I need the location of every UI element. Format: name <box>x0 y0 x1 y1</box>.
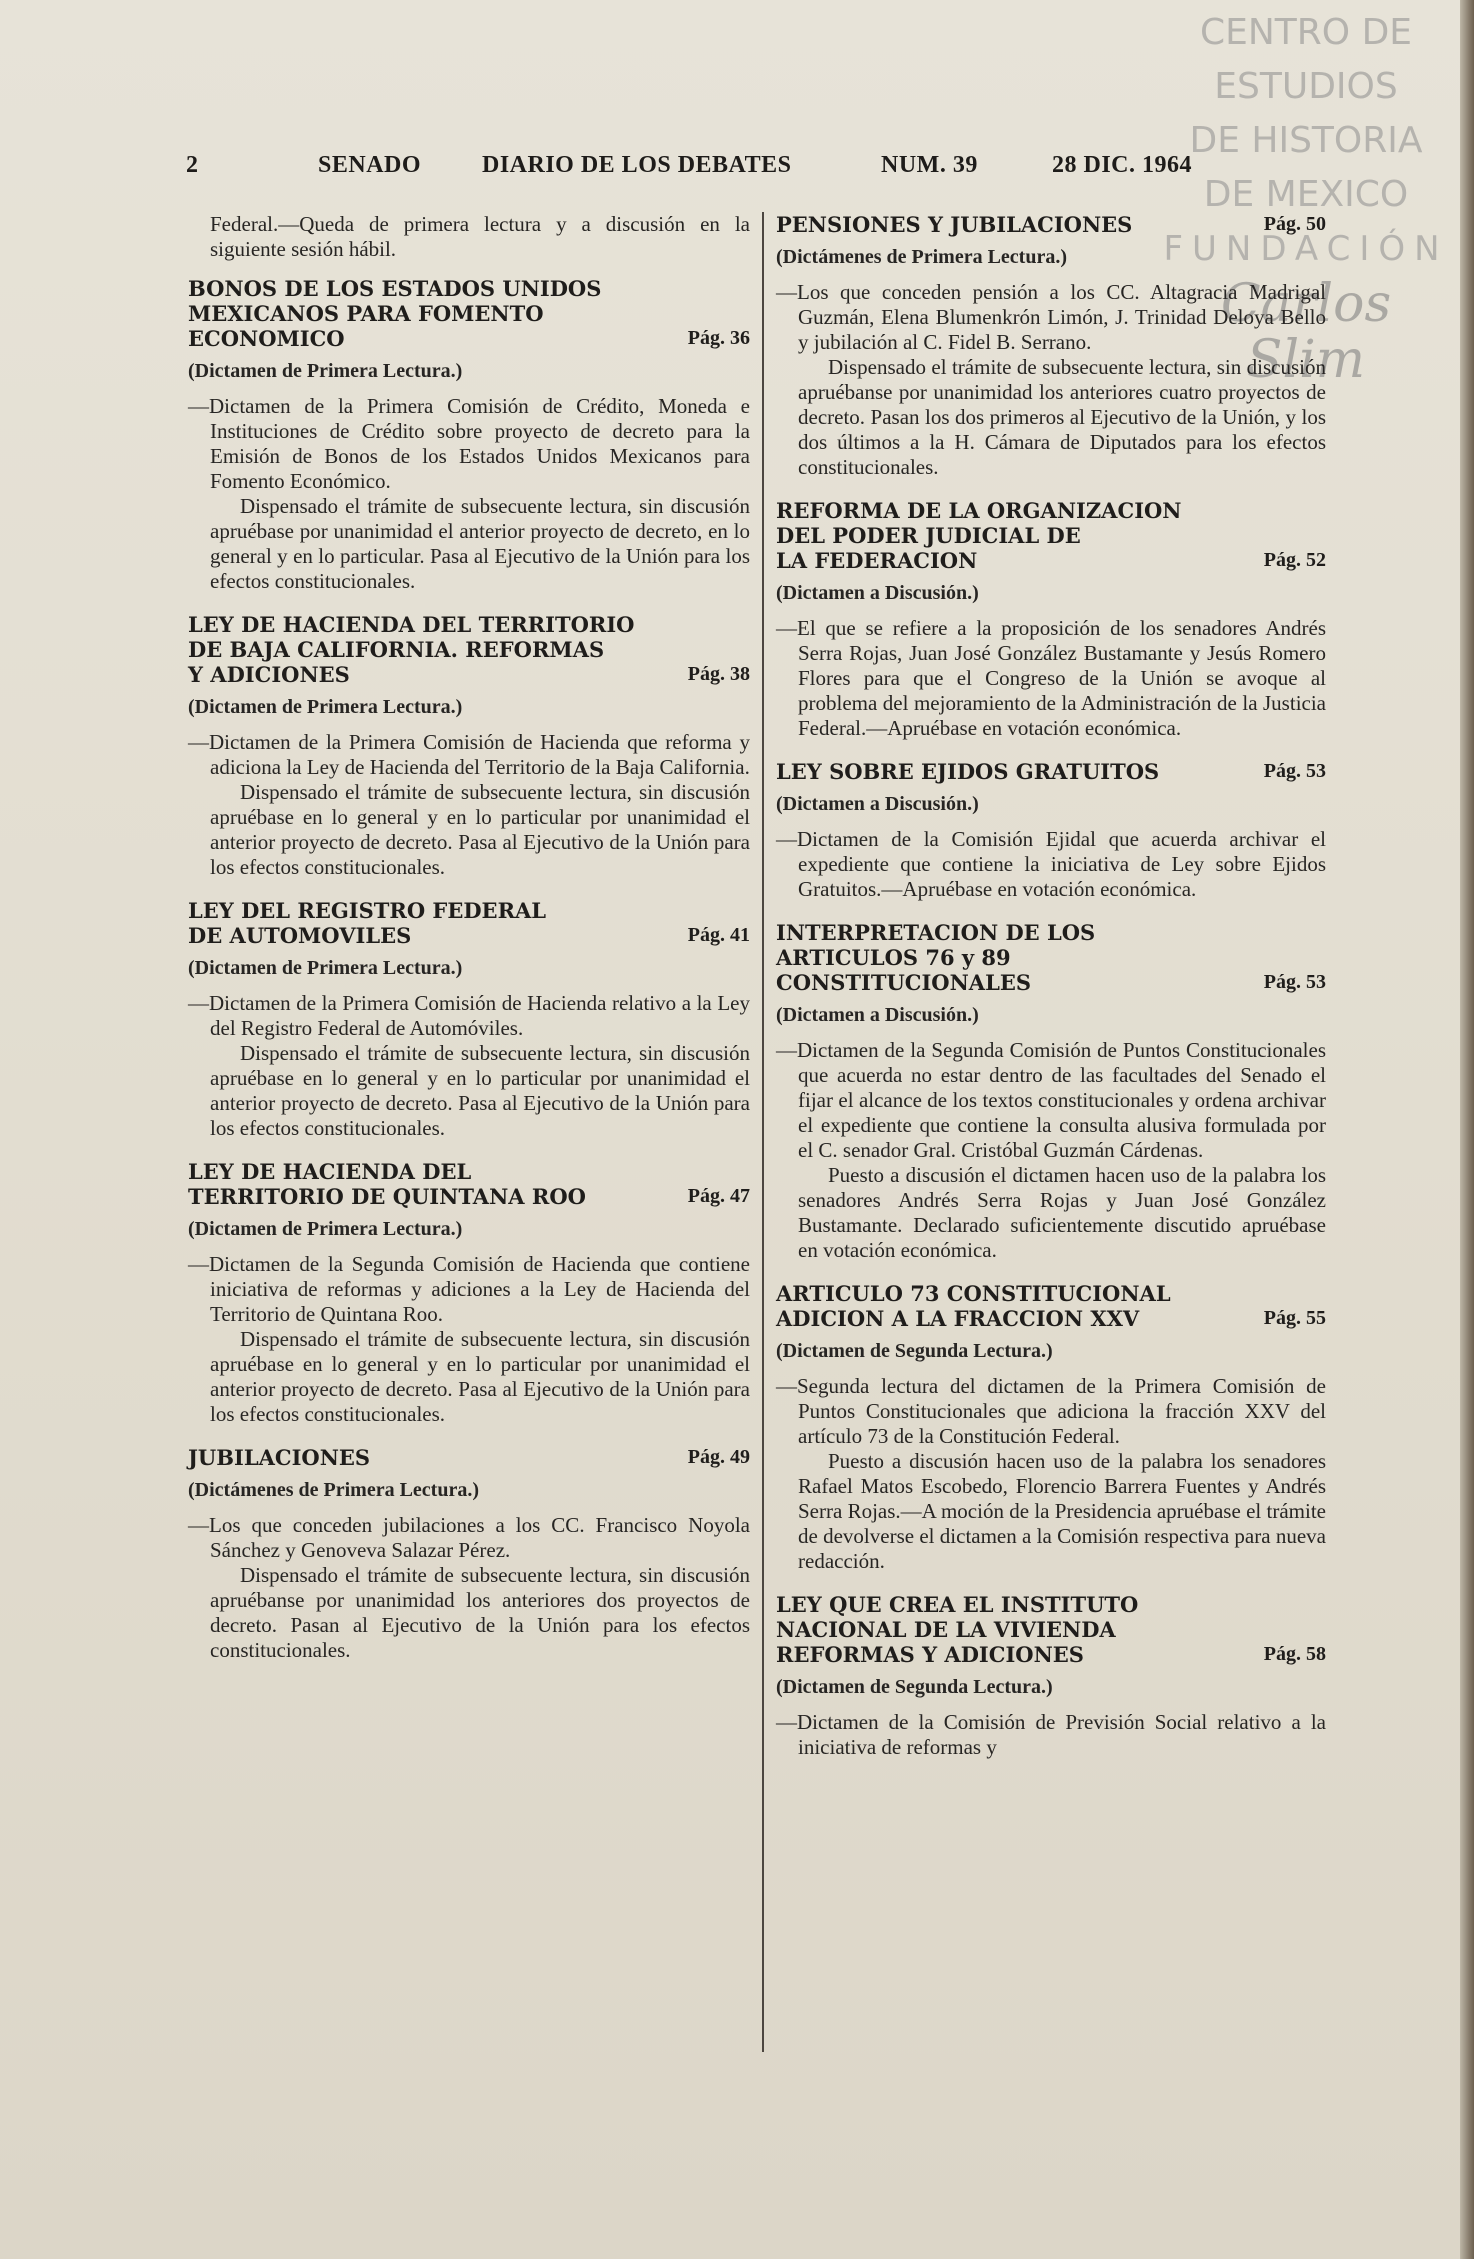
index-entry <box>776 759 1326 902</box>
entry-title <box>188 1445 750 1470</box>
watermark-line: CENTRO DE <box>1199 12 1413 53</box>
entry-title-line: INTERPRETACION DE LOS <box>776 920 1096 945</box>
entry-title-line: ECONOMICO <box>188 326 345 351</box>
entry-title-line: LEY DE HACIENDA DEL TERRITORIO <box>188 612 635 637</box>
entry-title-line: BONOS DE LOS ESTADOS UNIDOS <box>188 276 602 301</box>
publication-title: DIARIO DE LOS DEBATES <box>482 152 792 178</box>
entry-title-line: TERRITORIO DE QUINTANA ROO <box>188 1184 586 1209</box>
entry-subtitle: (Dictamen de Segunda Lectura.) <box>776 1340 1053 1362</box>
entry-title-line: NACIONAL DE LA VIVIENDA <box>776 1617 1116 1642</box>
entry-title-line: JUBILACIONES <box>188 1445 371 1470</box>
index-entry <box>188 612 750 880</box>
issue-number: NUM. 39 <box>881 152 978 178</box>
entry-title-line: REFORMA DE LA ORGANIZACION <box>776 498 1182 523</box>
index-entry <box>776 498 1326 741</box>
entry-page-ref: Pág. 53 <box>1263 971 1326 993</box>
entry-title-line: LEY DEL REGISTRO FEDERAL <box>188 898 547 923</box>
page-number: 2 <box>186 152 199 178</box>
entry-title-line: Y ADICIONES <box>188 662 350 687</box>
entry-title-line: DE AUTOMOVILES <box>188 923 412 948</box>
entry-title-line: LA FEDERACION <box>776 548 978 573</box>
entry-subtitle: (Dictamen de Primera Lectura.) <box>188 957 463 979</box>
entry-title-line: ADICION A LA FRACCION XXV <box>776 1306 1140 1331</box>
entry-subtitle: (Dictamen de Segunda Lectura.) <box>776 1676 1053 1698</box>
entry-summary: —Los que conceden jubilaciones a los CC. Francisco Noyola Sánchez y Genoveva Salazar Pérez. <box>188 1513 750 1562</box>
chamber-name: SENADO <box>318 152 422 178</box>
entry-subtitle: (Dictamen de Primera Lectura.) <box>188 696 463 718</box>
entry-resolution: Puesto a discusión hacen uso de la palabra los senadores Rafael Matos Escobedo, Florencio Barrera Fuentes y Andrés Serra Rojas.—A moción de la Presidencia apruébase el trámite de devolverse el dictamen a la Comisión respectiva para nueva redacción. <box>798 1449 1326 1573</box>
watermark-line: ESTUDIOS <box>1214 66 1398 107</box>
entry-page-ref: Pág. 55 <box>1263 1307 1326 1329</box>
entry-title <box>776 212 1326 237</box>
entry-summary: —Dictamen de la Comisión de Previsión Social relativo a la iniciativa de reformas y <box>776 1710 1326 1759</box>
entry-title <box>776 759 1326 784</box>
column-divider <box>762 212 764 2052</box>
entry-resolution: Dispensado el trámite de subsecuente lectura, sin discusión apruébase por unanimidad el anterior proyecto de decreto, en lo general y en lo particular. Pasa al Ejecutivo de la Unión para los efectos constitucionales. <box>210 494 750 593</box>
entry-summary: —Dictamen de la Primera Comisión de Hacienda relativo a la Ley del Registro Federal de Automóviles. <box>188 991 750 1040</box>
entry-page-ref: Pág. 50 <box>1263 213 1326 235</box>
entry-title-line: DE BAJA CALIFORNIA. REFORMAS <box>188 637 605 662</box>
entry-title-line: ARTICULO 73 CONSTITUCIONAL <box>776 1281 1171 1306</box>
index-entry <box>776 1281 1326 1574</box>
entry-summary: —Segunda lectura del dictamen de la Primera Comisión de Puntos Constitucionales que adiciona la fracción XXV del artículo 73 de la Constitución Federal. <box>776 1374 1326 1448</box>
entry-title-line: CONSTITUCIONALES <box>776 970 1032 995</box>
index-entry <box>776 212 1326 480</box>
entry-subtitle: (Dictamen a Discusión.) <box>776 1004 979 1026</box>
entry-summary: —Dictamen de la Primera Comisión de Crédito, Moneda e Instituciones de Crédito sobre proyecto de decreto para la Emisión de Bonos de los Estados Unidos Mexicanos para Fomento Económico. <box>188 394 750 493</box>
watermark-line: FUNDACIÓN <box>1163 229 1449 269</box>
entry-resolution: Dispensado el trámite de subsecuente lectura, sin discusión apruébase en lo general y en lo particular por unanimidad el anterior proyecto de decreto. Pasa al Ejecutivo de la Unión para los efectos constitucionales. <box>210 780 750 879</box>
entry-resolution: Dispensado el trámite de subsecuente lectura, sin discusión apruébase en lo general y en lo particular por unanimidad el anterior proyecto de decreto. Pasa al Ejecutivo de la Unión para los efectos constitucionales. <box>210 1327 750 1426</box>
entry-title-line: REFORMAS Y ADICIONES <box>776 1642 1084 1667</box>
entry-summary: —El que se refiere a la proposición de los senadores Andrés Serra Rojas, Juan José González Bustamante y Jesús Romero Flores para que el Congreso de la Unión se avoque al problema del mejoramiento de la Administración de la Justicia Federal.—Apruébase en votación económica. <box>776 616 1326 740</box>
entry-title-line: PENSIONES Y JUBILACIONES <box>776 212 1133 237</box>
entry-title-line: DEL PODER JUDICIAL DE <box>776 523 1081 548</box>
entry-resolution: Dispensado el trámite de subsecuente lectura, sin discusión apruébanse por unanimidad los anteriores cuatro proyectos de decreto. Pasan los dos primeros al Ejecutivo de la Unión, y los dos últimos a la H. Cámara de Diputados para los efectos constitucionales. <box>798 355 1326 479</box>
entry-summary: —Dictamen de la Segunda Comisión de Hacienda que contiene iniciativa de reformas y adiciones a la Ley de Hacienda del Territorio de Quintana Roo. <box>188 1252 750 1326</box>
entry-title <box>188 1159 750 1209</box>
watermark-line: DE HISTORIA <box>1189 120 1423 161</box>
left-column <box>188 212 750 1663</box>
entry-page-ref: Pág. 47 <box>687 1185 750 1207</box>
entry-page-ref: Pág. 41 <box>687 924 750 946</box>
entry-title <box>188 898 750 948</box>
entry-page-ref: Pág. 53 <box>1263 760 1326 782</box>
index-entry <box>776 920 1326 1263</box>
entry-title <box>776 1281 1326 1331</box>
entry-subtitle: (Dictamen de Primera Lectura.) <box>188 360 463 382</box>
entry-summary: —Dictamen de la Primera Comisión de Hacienda que reforma y adiciona la Ley de Hacienda del Territorio de la Baja California. <box>188 730 750 779</box>
index-entry <box>188 898 750 1141</box>
entry-page-ref: Pág. 52 <box>1263 549 1326 571</box>
running-header <box>186 152 1206 192</box>
entry-title <box>776 920 1326 995</box>
entry-page-ref: Pág. 49 <box>687 1446 750 1468</box>
entry-resolution: Dispensado el trámite de subsecuente lectura, sin discusión apruébase en lo general y en lo particular por unanimidad el anterior proyecto de decreto. Pasa al Ejecutivo de la Unión para los efectos constitucionales. <box>210 1041 750 1140</box>
entry-title <box>776 1592 1326 1667</box>
entry-summary: —Dictamen de la Segunda Comisión de Puntos Constitucionales que acuerda no estar dentro de las facultades del Senado el fijar el alcance de los textos constitucionales y ordena archivar el expediente que contiene la consulta alusiva formulada por el C. senador Gral. Cristóbal Guzmán Cárdenas. <box>776 1038 1326 1162</box>
watermark-line: DE MEXICO <box>1203 174 1409 215</box>
index-entry <box>188 276 750 594</box>
entry-title <box>776 498 1326 573</box>
entry-title <box>188 276 750 351</box>
entry-title-line: MEXICANOS PARA FOMENTO <box>188 301 544 326</box>
entry-subtitle: (Dictamen de Primera Lectura.) <box>188 1218 463 1240</box>
entry-title-line: LEY DE HACIENDA DEL <box>188 1159 472 1184</box>
entry-title <box>188 612 750 687</box>
entry-summary: —Los que conceden pensión a los CC. Altagracia Madrigal Guzmán, Elena Blumenkrón Limón, J. Trinidad Deloya Bello y jubilación al C. Fidel B. Serrano. <box>776 280 1326 354</box>
entry-subtitle: (Dictamen a Discusión.) <box>776 582 979 604</box>
page-edge <box>1460 0 1474 2259</box>
intro-paragraph: Federal.—Queda de primera lectura y a discusión en la siguiente sesión hábil. <box>210 212 750 261</box>
issue-date: 28 DIC. 1964 <box>1052 152 1193 178</box>
index-entry <box>776 1592 1326 1760</box>
entry-resolution: Puesto a discusión el dictamen hacen uso de la palabra los senadores Andrés Serra Rojas y Juan José González Bustamante. Declarado suficientemente discutido apruébase en votación económica. <box>798 1163 1326 1262</box>
entry-page-ref: Pág. 38 <box>687 663 750 685</box>
entry-page-ref: Pág. 36 <box>687 327 750 349</box>
entry-title-line: ARTICULOS 76 y 89 <box>776 945 1011 970</box>
entry-summary: —Dictamen de la Comisión Ejidal que acuerda archivar el expediente que contiene la iniciativa de Ley sobre Ejidos Gratuitos.—Apruébase en votación económica. <box>776 827 1326 901</box>
entry-subtitle: (Dictámenes de Primera Lectura.) <box>188 1479 479 1501</box>
entry-title-line: LEY QUE CREA EL INSTITUTO <box>776 1592 1139 1617</box>
entry-subtitle: (Dictámenes de Primera Lectura.) <box>776 246 1067 268</box>
right-column <box>776 212 1326 1760</box>
entry-resolution: Dispensado el trámite de subsecuente lectura, sin discusión apruébanse por unanimidad los anteriores dos proyectos de decreto. Pasan al Ejecutivo de la Unión para los efectos constitucionales. <box>210 1563 750 1662</box>
index-entry <box>188 1159 750 1427</box>
index-entry <box>188 1445 750 1663</box>
entry-title-line: LEY SOBRE EJIDOS GRATUITOS <box>776 759 1160 784</box>
entry-subtitle: (Dictamen a Discusión.) <box>776 793 979 815</box>
watermark-signature: Carlos Slim <box>1220 274 1392 390</box>
entry-page-ref: Pág. 58 <box>1263 1643 1326 1665</box>
